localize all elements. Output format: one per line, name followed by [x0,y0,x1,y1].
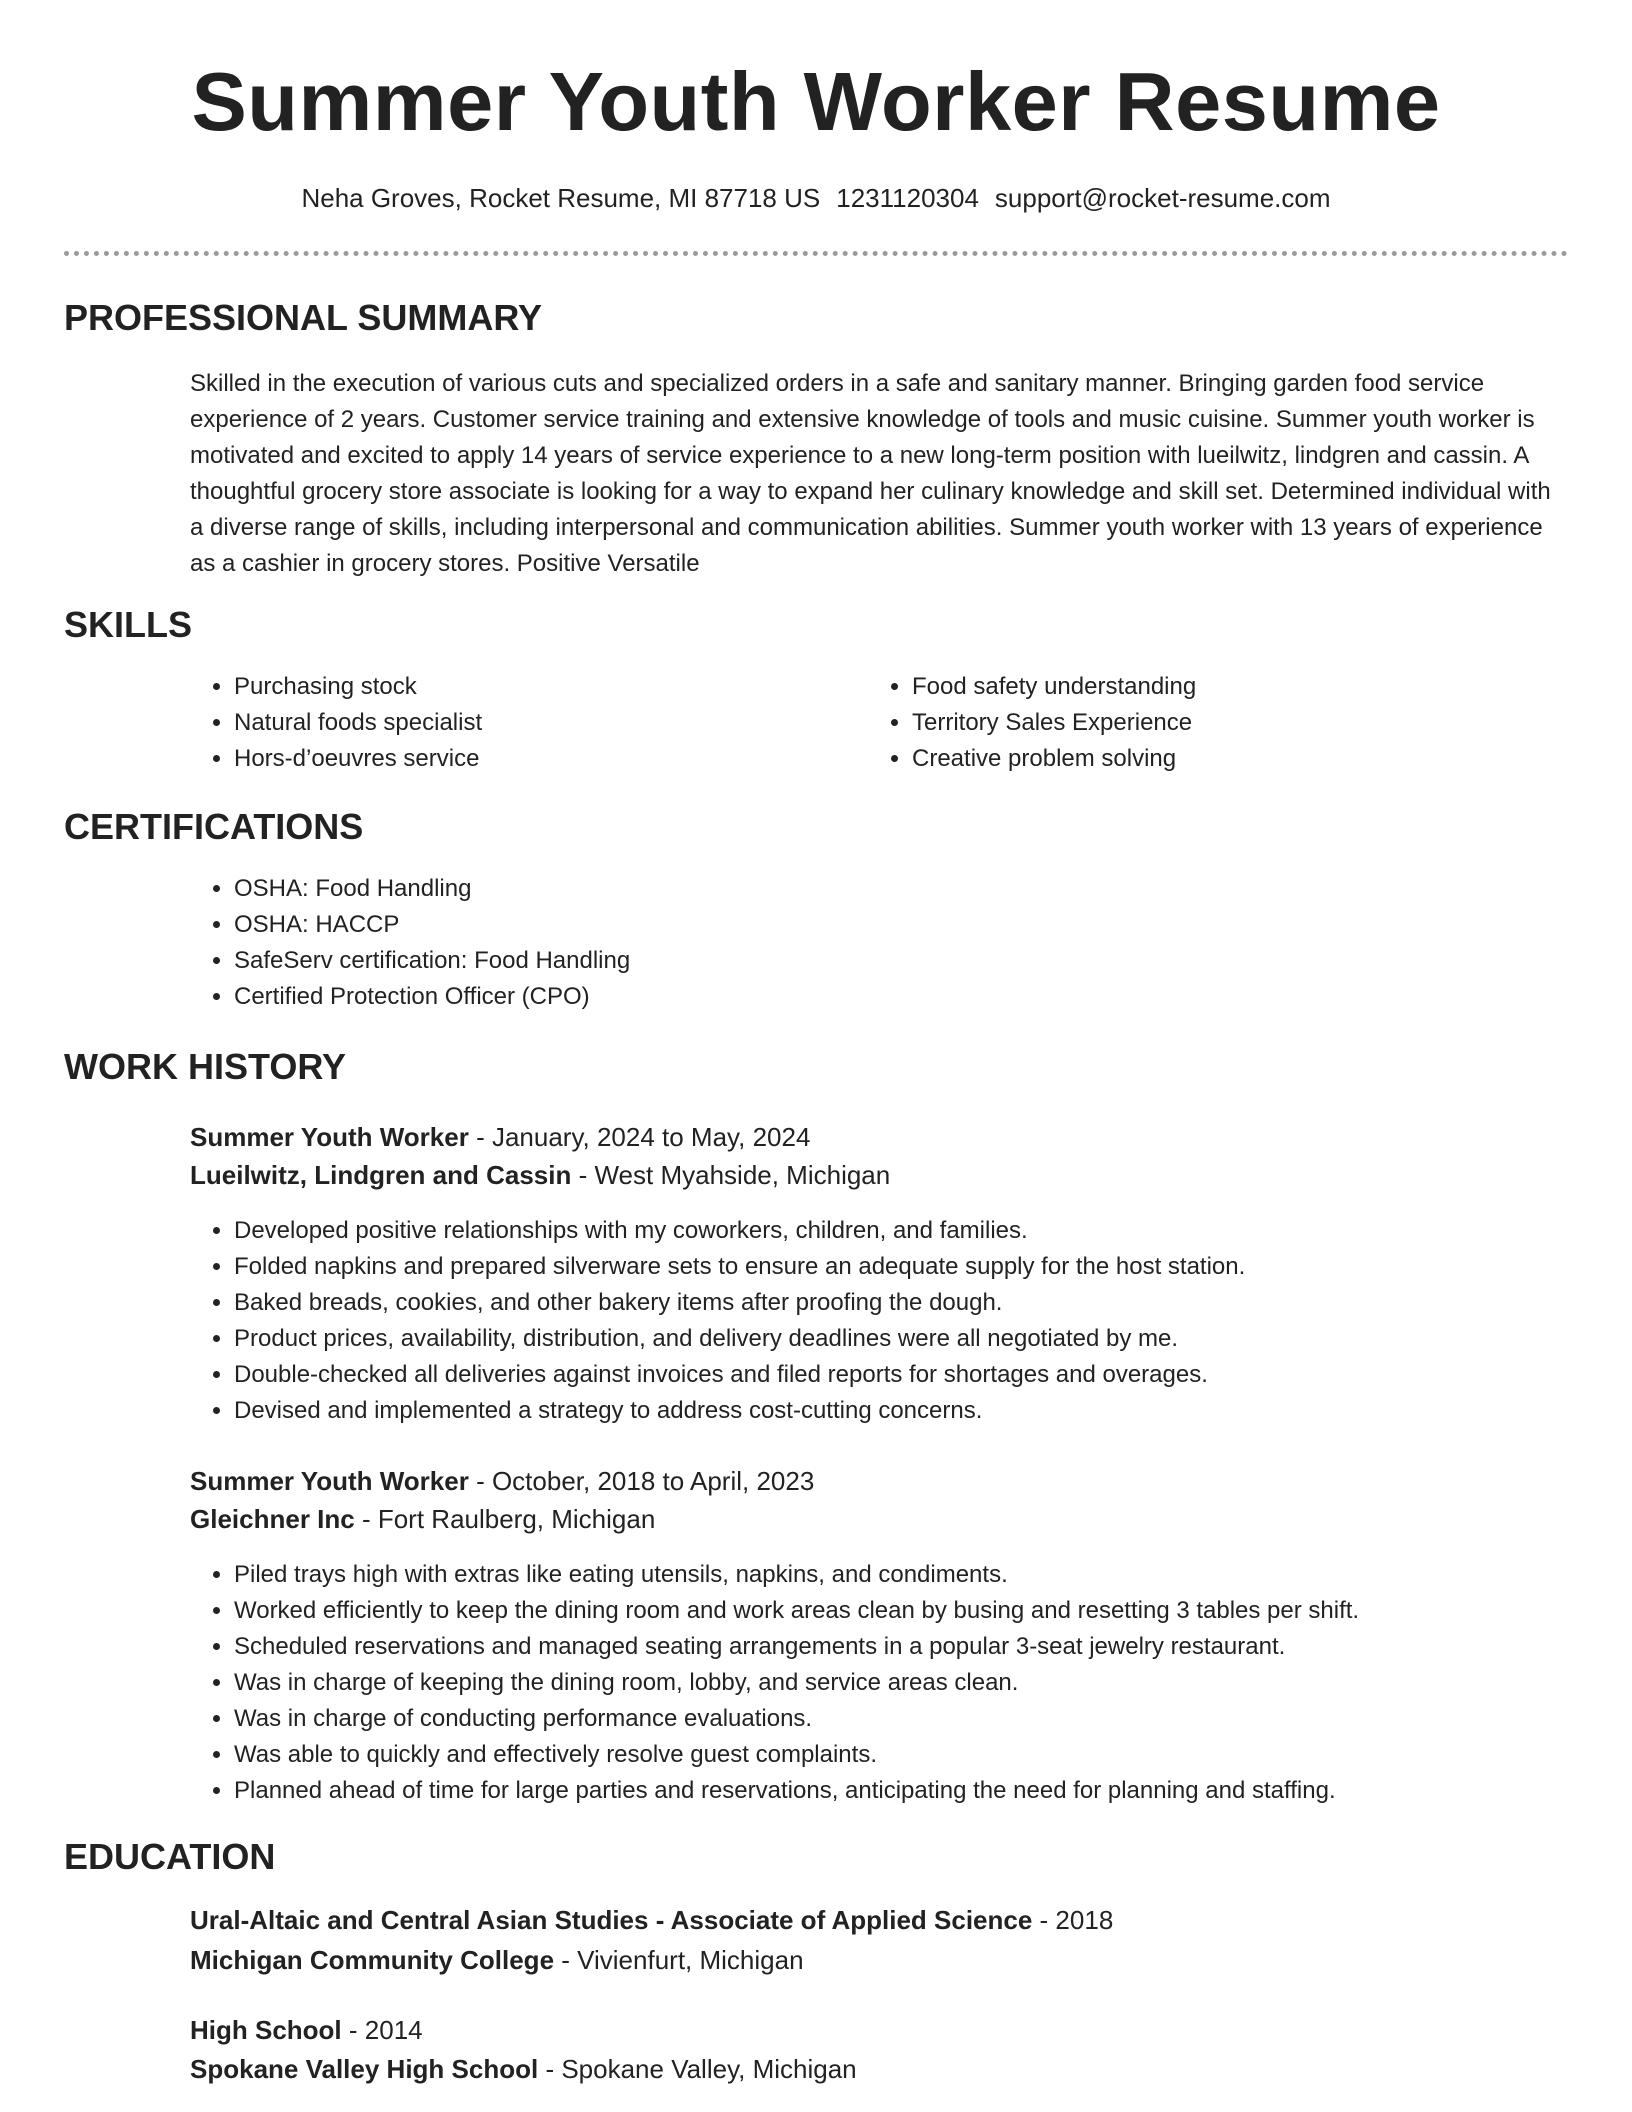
skill-item: • Natural foods specialist [234,705,854,741]
job-company-line [190,1500,655,1538]
section-heading-education: EDUCATION [64,1836,276,1877]
job-dates: - January, 2024 to May, 2024 [468,1122,811,1152]
education-location: - Spokane Valley, Michigan [538,2054,857,2084]
section-heading-certifications: CERTIFICATIONS [64,806,364,847]
job-location: - Fort Raulberg, Michigan [354,1504,656,1534]
job-duty-item: • Folded napkins and prepared silverware sets to ensure an adequate supply for the host station. [234,1249,1612,1285]
job-duty-item: • Was in charge of conducting performance evaluations. [234,1701,1632,1737]
skills-list-right [868,669,1552,777]
resume-title: Summer Youth Worker Resume [191,55,1441,148]
job-duty-item: • Developed positive relationships with my coworkers, children, and families. [234,1213,1612,1249]
job-duty-item: • Product prices, availability, distribution, and delivery deadlines were all negotiated by me. [234,1321,1612,1357]
job-duty-item: • Worked efficiently to keep the dining room and work areas clean by busing and resetting 3 tables per shift. [234,1593,1632,1629]
education-degree-line [190,1901,1113,1939]
education-degree-line [190,2011,423,2049]
job-dates: - October, 2018 to April, 2023 [468,1466,815,1496]
job-duty-item: • Was able to quickly and effectively resolve guest complaints. [234,1737,1632,1773]
section-heading-summary: PROFESSIONAL SUMMARY [64,297,543,338]
education-year: - 2014 [341,2015,423,2045]
education-degree: Ural-Altaic and Central Asian Studies - Associate of Applied Science [190,1905,1033,1935]
skill-item: • Creative problem solving [912,741,1552,777]
education-location: - Vivienfurt, Michigan [554,1945,804,1975]
contact-phone: 1231120304 [836,183,979,213]
job-location: - West Myahside, Michigan [571,1160,891,1190]
job-title-line [190,1118,810,1156]
job-duty-item: • Devised and implemented a strategy to address cost-cutting concerns. [234,1393,1612,1429]
certifications-list [190,871,1534,1015]
certification-item: • SafeServ certification: Food Handling [234,943,1534,979]
education-degree: High School [190,2015,342,2045]
job-duty-item: • Planned ahead of time for large parties and reservations, anticipating the need for planning and staffing. [234,1773,1632,1809]
contact-email: support@rocket-resume.com [994,183,1331,213]
job-duty-item: • Piled trays high with extras like eating utensils, napkins, and condiments. [234,1557,1632,1593]
education-school-line [190,1941,804,1979]
skill-item: • Purchasing stock [234,669,854,705]
job-duties-list [190,1213,1612,1429]
section-heading-work-history: WORK HISTORY [64,1046,347,1087]
job-duty-item: • Double-checked all deliveries against invoices and filed reports for shortages and overages. [234,1357,1612,1393]
education-school: Spokane Valley High School [190,2054,539,2084]
certification-item: • Certified Protection Officer (CPO) [234,979,1534,1015]
professional-summary: Skilled in the execution of various cuts and specialized orders in a safe and sanitary manner. Bringing garden food service experience of 2 years. Customer service training and extensive knowledge of tools and music cuisine. Summer youth worker is motivated and excited to apply 14 years of service experience to a new long-term position with lueilwitz, lindgren and cassin. A thoughtful grocery store associate is looking for a way to expand her culinary knowledge and skill set. Determined individual with a diverse range of skills, including interpersonal and communication abilities. Summer youth worker with 13 years of experience as a cashier in grocery stores. Positive Versatile [190,370,1551,577]
header-divider [64,251,1568,256]
job-title: Summer Youth Worker [190,1122,469,1152]
certification-item: • OSHA: Food Handling [234,871,1534,907]
contact-address: Neha Groves, Rocket Resume, MI 87718 US [301,183,821,213]
job-company: Gleichner Inc [190,1504,355,1534]
job-title-line [190,1462,814,1500]
job-company: Lueilwitz, Lindgren and Cassin [190,1160,572,1190]
certification-item: • OSHA: HACCP [234,907,1534,943]
education-year: - 2018 [1032,1905,1114,1935]
contact-line [0,180,1632,216]
skills-list-left [190,669,854,777]
job-company-line [190,1156,890,1194]
education-school: Michigan Community College [190,1945,555,1975]
job-duty-item: • Was in charge of keeping the dining room, lobby, and service areas clean. [234,1665,1632,1701]
job-duty-item: • Baked breads, cookies, and other bakery items after proofing the dough. [234,1285,1612,1321]
education-school-line [190,2050,857,2088]
job-title: Summer Youth Worker [190,1466,469,1496]
job-duty-item: • Scheduled reservations and managed seating arrangements in a popular 3-seat jewelry restaurant. [234,1629,1632,1665]
skill-item: • Food safety understanding [912,669,1552,705]
section-heading-skills: SKILLS [64,604,193,645]
skill-item: • Hors-d’oeuvres service [234,741,854,777]
skill-item: • Territory Sales Experience [912,705,1552,741]
job-duties-list [190,1557,1632,1809]
